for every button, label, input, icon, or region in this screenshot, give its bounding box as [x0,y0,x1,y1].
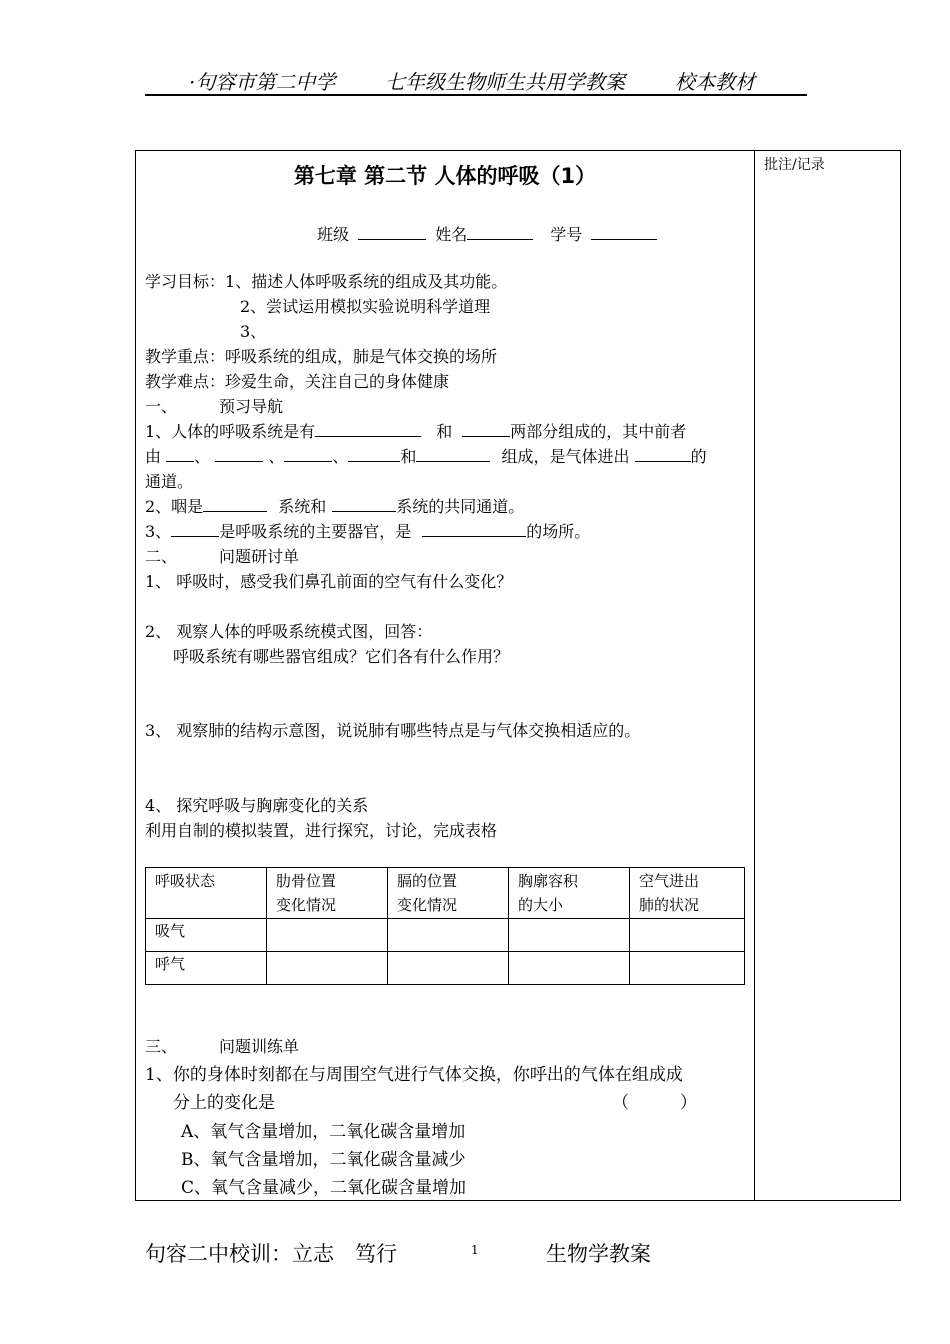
option-c[interactable]: C、氧气含量减少，二氧化碳含量增加 [181,1178,467,1198]
question-text: 、 [332,447,349,466]
section-title: 问题训练单 [219,1037,300,1056]
question-text: 的场所。 [526,522,591,541]
discussion-question-2: 2、 观察人体的呼吸系统模式图，回答： [145,622,433,641]
discussion-question-3: 3、 观察肺的结构示意图，说说肺有哪些特点是与气体交换相适应的。 [145,721,641,740]
student-info-line [317,223,657,247]
table-header-cell: 膈的位置 变化情况 [388,868,509,919]
section3-heading [145,1035,299,1059]
section-number: 三、 [145,1037,178,1056]
question-text: 系统的共同通道。 [396,497,525,516]
key-point: 教学重点：呼吸系统的组成，肺是气体交换的场所 [145,347,498,366]
table-header-row [146,868,745,919]
question-text: 1、人体的呼吸系统是有 [145,422,316,441]
option-a[interactable]: A、氧气含量增加，二氧化碳含量增加 [181,1122,466,1142]
notes-column-label: 批注/记录 [764,157,825,173]
header-textbook: 校本教材 [675,70,755,94]
question-text: 、 [268,447,285,466]
section2-heading [145,545,299,569]
answer-blank[interactable] [203,495,267,512]
answer-blank[interactable] [332,495,396,512]
objective-item: 2、尝试运用模拟实验说明科学道理 [240,297,491,316]
table-header-cell: 空气进出 肺的状况 [630,868,745,919]
question-text: 组成，是气体进出 [501,447,630,466]
objective-item: 1、描述人体呼吸系统的组成及其功能。 [225,272,508,291]
section-number: 一、 [145,397,178,416]
section-title: 问题研讨单 [219,547,300,566]
page-number: 1 [471,1243,479,1257]
discussion-question-1: 1、 呼吸时，感受我们鼻孔前面的空气有什么变化？ [145,572,513,591]
footer-subject: 生物学教案 [546,1242,651,1266]
fill-question-3 [145,520,590,544]
page-header [145,66,807,96]
table-cell[interactable] [630,919,745,952]
id-label: 学号 [550,225,583,244]
table-header-cell: 呼吸状态 [146,868,267,919]
answer-blank[interactable] [348,445,400,462]
section-title: 预习导航 [219,397,284,416]
option-b[interactable]: B、氧气含量增加，二氧化碳含量减少 [181,1150,466,1170]
question-text: 由 [145,447,162,466]
question-text: 是呼吸系统的主要器官，是 [219,522,412,541]
fill-question-2 [145,495,524,519]
answer-blank[interactable] [315,420,421,437]
table-row [146,919,745,952]
table-cell[interactable] [630,952,745,985]
name-blank[interactable] [467,223,533,240]
question-text: 的 [690,447,707,466]
notes-column-divider [754,150,755,1201]
table-header-cell: 胸廓容积 的大小 [509,868,630,919]
question-text: 2、咽是 [145,497,204,516]
breathing-table [145,867,745,985]
discussion-question-4-sub: 利用自制的模拟装置，进行探究，讨论，完成表格 [145,821,498,840]
answer-blank[interactable] [635,445,691,462]
question-text: 和 [400,447,417,466]
header-course: 七年级生物师生共用学教案 [385,70,625,94]
exercise-question-1-cont: 分上的变化是 [173,1093,275,1113]
answer-blank[interactable] [284,445,332,462]
answer-parentheses[interactable]: （ ） [612,1093,697,1113]
header-school: ·句容市第二中学 [189,70,336,94]
answer-blank[interactable] [166,445,194,462]
fill-question-1-end: 通道。 [145,472,194,491]
class-blank[interactable] [358,223,426,240]
question-text: 3、 [145,522,172,541]
table-header-cell: 肋骨位置 变化情况 [267,868,388,919]
table-cell[interactable] [267,919,388,952]
answer-blank[interactable] [416,445,490,462]
table-row [146,952,745,985]
objectives-label: 学习目标： [145,272,226,291]
objective-item: 3、 [240,322,267,341]
class-label: 班级 [317,225,350,244]
footer-motto: 句容二中校训：立志 笃行 [145,1242,397,1266]
difficulty: 教学难点：珍爱生命，关注自己的身体健康 [145,372,450,391]
exercise-question-1: 1、你的身体时刻都在与周围空气进行气体交换，你呼出的气体在组成成 [145,1065,683,1085]
discussion-question-2-sub: 呼吸系统有哪些器官组成？它们各有什么作用？ [173,647,510,666]
row-label: 呼气 [146,952,267,985]
id-blank[interactable] [591,223,657,240]
question-text: 、 [194,447,211,466]
answer-blank[interactable] [462,420,510,437]
lesson-title: 第七章 第二节 人体的呼吸（1） [293,164,597,188]
section1-heading [145,395,283,419]
table-cell[interactable] [388,952,509,985]
answer-blank[interactable] [215,445,263,462]
question-text: 和 [436,422,453,441]
objectives-line-1 [145,270,507,294]
fill-question-1-cont [145,445,707,469]
table-cell[interactable] [267,952,388,985]
question-text: 系统和 [278,497,327,516]
fill-question-1 [145,420,686,444]
table-cell[interactable] [509,952,630,985]
question-text: 两部分组成的，其中前者 [510,422,687,441]
answer-blank[interactable] [171,520,219,537]
section-number: 二、 [145,547,178,566]
table-cell[interactable] [388,919,509,952]
table-cell[interactable] [509,919,630,952]
row-label: 吸气 [146,919,267,952]
name-label: 姓名 [435,225,468,244]
discussion-question-4: 4、 探究呼吸与胸廓变化的关系 [145,796,369,815]
answer-blank[interactable] [422,520,526,537]
